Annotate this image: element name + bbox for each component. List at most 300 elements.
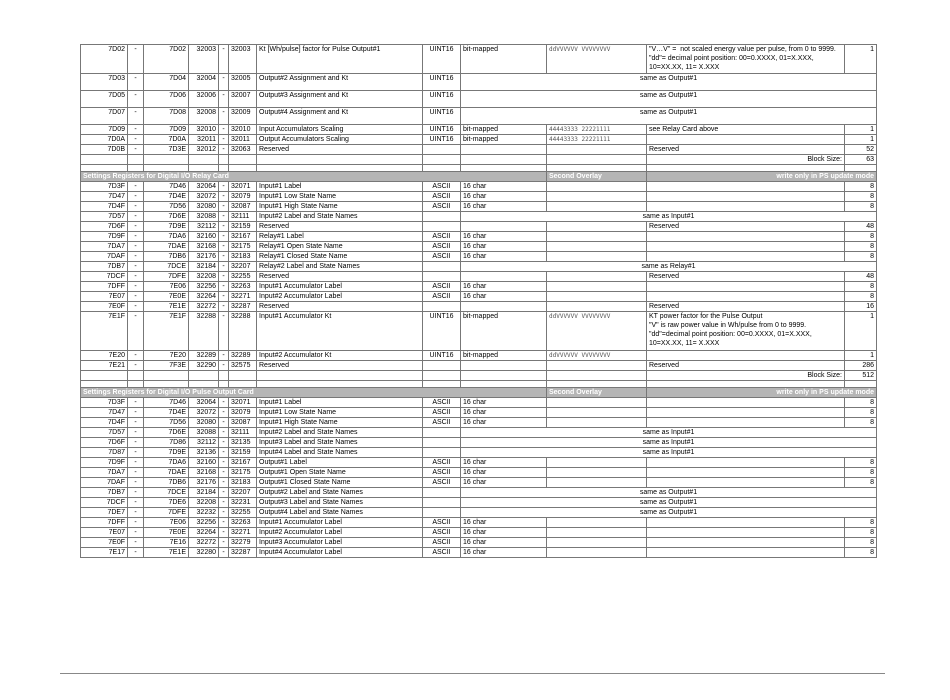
register-count: 8 xyxy=(845,232,877,242)
bit-pattern xyxy=(547,145,647,155)
end-hex-address: 7D46 xyxy=(144,182,189,192)
table-row xyxy=(81,262,877,272)
data-type xyxy=(423,488,461,498)
end-hex-address: 7DCE xyxy=(144,262,189,272)
end-dec-address: 32183 xyxy=(229,252,257,262)
range-dash: - xyxy=(128,91,144,108)
register-description: Input#1 High State Name xyxy=(257,202,423,212)
data-format xyxy=(461,302,547,312)
end-hex-address: 7DCE xyxy=(144,488,189,498)
register-count: 1 xyxy=(845,125,877,135)
bit-pattern xyxy=(547,282,647,292)
range-dash: - xyxy=(219,222,229,232)
data-format: 16 char xyxy=(461,292,547,302)
same-as-note: same as Input#1 xyxy=(461,438,877,448)
empty-cell xyxy=(189,381,219,388)
empty-cell xyxy=(547,165,647,172)
bit-pattern xyxy=(547,242,647,252)
empty-cell xyxy=(229,165,257,172)
range-dash: - xyxy=(219,498,229,508)
table-row xyxy=(81,351,877,361)
data-type: ASCII xyxy=(423,252,461,262)
start-dec-address: 32264 xyxy=(189,528,219,538)
same-as-note: same as Output#1 xyxy=(461,108,877,125)
data-format: 16 char xyxy=(461,468,547,478)
end-dec-address: 32183 xyxy=(229,478,257,488)
data-type: ASCII xyxy=(423,192,461,202)
end-dec-address: 32009 xyxy=(229,108,257,125)
range-dash: - xyxy=(128,292,144,302)
start-dec-address: 32004 xyxy=(189,74,219,91)
register-count: 8 xyxy=(845,398,877,408)
table-row xyxy=(81,418,877,428)
range-dash: - xyxy=(219,408,229,418)
data-type xyxy=(423,145,461,155)
table-row xyxy=(81,508,877,518)
register-notes: see Relay Card above xyxy=(647,125,845,135)
start-hex-address: 7D9F xyxy=(81,232,128,242)
data-format xyxy=(461,361,547,371)
table-row xyxy=(81,468,877,478)
data-type: ASCII xyxy=(423,398,461,408)
end-hex-address: 7E1E xyxy=(144,302,189,312)
start-dec-address: 32184 xyxy=(189,262,219,272)
register-description: Input#2 Accumulator Kt xyxy=(257,351,423,361)
register-count: 8 xyxy=(845,458,877,468)
start-hex-address: 7DAF xyxy=(81,252,128,262)
table-row xyxy=(81,125,877,135)
range-dash: - xyxy=(219,272,229,282)
register-notes: Reserved xyxy=(647,145,845,155)
data-type: ASCII xyxy=(423,232,461,242)
range-dash: - xyxy=(219,478,229,488)
start-dec-address: 32006 xyxy=(189,91,219,108)
data-type: UINT16 xyxy=(423,91,461,108)
range-dash: - xyxy=(128,408,144,418)
data-type xyxy=(423,508,461,518)
table-row xyxy=(81,458,877,468)
start-hex-address: 7D57 xyxy=(81,212,128,222)
register-notes xyxy=(647,418,845,428)
register-notes: KT power factor for the Pulse Output "V" is raw power value in Wh/pulse from 0 to 9999. "dd"=decimal point position: 00=0.XXXX, 01=X.XXX, 10=XX.XX, 11= X.XXX xyxy=(647,312,845,351)
empty-cell xyxy=(144,155,189,165)
same-as-note: same as Output#1 xyxy=(461,508,877,518)
same-as-note: same as Output#1 xyxy=(461,498,877,508)
range-dash: - xyxy=(128,488,144,498)
end-hex-address: 7D3E xyxy=(144,145,189,155)
start-dec-address: 32072 xyxy=(189,192,219,202)
start-hex-address: 7D0B xyxy=(81,145,128,155)
range-dash: - xyxy=(128,145,144,155)
data-format: bit-mapped xyxy=(461,312,547,351)
end-dec-address: 32175 xyxy=(229,468,257,478)
range-dash: - xyxy=(128,548,144,558)
data-type: ASCII xyxy=(423,548,461,558)
register-notes xyxy=(647,182,845,192)
end-dec-address: 32289 xyxy=(229,351,257,361)
start-dec-address: 32112 xyxy=(189,438,219,448)
start-dec-address: 32184 xyxy=(189,488,219,498)
register-map-document xyxy=(80,44,876,558)
end-dec-address: 32087 xyxy=(229,202,257,212)
range-dash: - xyxy=(219,212,229,222)
table-row xyxy=(81,108,877,125)
bit-pattern: ddVVVVVV VVVVVVVV xyxy=(547,45,647,74)
register-notes xyxy=(647,518,845,528)
end-hex-address: 7D08 xyxy=(144,108,189,125)
end-hex-address: 7D6E xyxy=(144,428,189,438)
data-format: bit-mapped xyxy=(461,351,547,361)
end-dec-address: 32255 xyxy=(229,508,257,518)
table-row xyxy=(81,232,877,242)
register-count: 8 xyxy=(845,282,877,292)
start-hex-address: 7D47 xyxy=(81,192,128,202)
start-hex-address: 7D02 xyxy=(81,45,128,74)
end-hex-address: 7D04 xyxy=(144,74,189,91)
empty-cell xyxy=(219,155,229,165)
table-row xyxy=(81,45,877,74)
register-notes xyxy=(647,252,845,262)
range-dash: - xyxy=(219,508,229,518)
register-count: 8 xyxy=(845,418,877,428)
start-dec-address: 32176 xyxy=(189,252,219,262)
register-table xyxy=(80,44,877,558)
register-notes xyxy=(647,528,845,538)
range-dash: - xyxy=(219,252,229,262)
end-dec-address: 32005 xyxy=(229,74,257,91)
start-dec-address: 32012 xyxy=(189,145,219,155)
range-dash: - xyxy=(219,488,229,498)
same-as-note: same as Input#1 xyxy=(461,212,877,222)
table-row xyxy=(81,292,877,302)
data-format: 16 char xyxy=(461,528,547,538)
register-description: Output#4 Label and State Names xyxy=(257,508,423,518)
table-row xyxy=(81,222,877,232)
start-dec-address: 32289 xyxy=(189,351,219,361)
start-dec-address: 32256 xyxy=(189,518,219,528)
bit-pattern xyxy=(547,478,647,488)
end-hex-address: 7D09 xyxy=(144,125,189,135)
empty-cell xyxy=(81,155,128,165)
end-hex-address: 7DFE xyxy=(144,508,189,518)
end-dec-address: 32175 xyxy=(229,242,257,252)
start-dec-address: 32010 xyxy=(189,125,219,135)
table-row xyxy=(81,145,877,155)
end-hex-address: 7F3E xyxy=(144,361,189,371)
data-type: ASCII xyxy=(423,468,461,478)
start-hex-address: 7DA7 xyxy=(81,468,128,478)
range-dash: - xyxy=(128,351,144,361)
data-type: UINT16 xyxy=(423,74,461,91)
register-notes: "V…V" = not scaled energy value per pulse, from 0 to 9999. "dd"= decimal point position: 00=0.XXXX, 01=X.XXX, 10=XX.XX, 11= X.XXX xyxy=(647,45,845,74)
block-size-value: 63 xyxy=(845,155,877,165)
register-description: Output#2 Assignment and Kt xyxy=(257,74,423,91)
register-description: Reserved xyxy=(257,222,423,232)
range-dash: - xyxy=(128,232,144,242)
range-dash: - xyxy=(219,548,229,558)
empty-cell xyxy=(461,381,547,388)
end-hex-address: 7D02 xyxy=(144,45,189,74)
bit-pattern: 44443333 22221111 xyxy=(547,135,647,145)
register-description: Input#1 Low State Name xyxy=(257,192,423,202)
empty-cell xyxy=(257,381,423,388)
end-dec-address: 32111 xyxy=(229,428,257,438)
bit-pattern xyxy=(547,408,647,418)
end-hex-address: 7DAE xyxy=(144,468,189,478)
range-dash: - xyxy=(219,312,229,351)
start-dec-address: 32264 xyxy=(189,292,219,302)
bit-pattern xyxy=(547,548,647,558)
register-notes xyxy=(647,468,845,478)
register-description: Input#2 Accumulator Label xyxy=(257,292,423,302)
register-description: Input#4 Label and State Names xyxy=(257,448,423,458)
end-dec-address: 32287 xyxy=(229,302,257,312)
start-hex-address: 7DB7 xyxy=(81,488,128,498)
register-count: 8 xyxy=(845,528,877,538)
register-count: 16 xyxy=(845,302,877,312)
data-type: ASCII xyxy=(423,418,461,428)
empty-cell xyxy=(461,165,547,172)
empty-cell xyxy=(189,165,219,172)
range-dash: - xyxy=(128,222,144,232)
table-row xyxy=(81,272,877,282)
empty-cell xyxy=(257,371,423,381)
range-dash: - xyxy=(219,135,229,145)
register-description: Output Accumulators Scaling xyxy=(257,135,423,145)
register-count: 8 xyxy=(845,192,877,202)
start-dec-address: 32272 xyxy=(189,302,219,312)
end-dec-address: 32255 xyxy=(229,272,257,282)
empty-cell xyxy=(423,155,461,165)
start-hex-address: 7D4F xyxy=(81,418,128,428)
empty-cell xyxy=(423,165,461,172)
register-description: Input#2 Accumulator Label xyxy=(257,528,423,538)
end-dec-address: 32079 xyxy=(229,408,257,418)
empty-cell xyxy=(81,165,128,172)
start-dec-address: 32072 xyxy=(189,408,219,418)
range-dash: - xyxy=(128,361,144,371)
same-as-note: same as Output#1 xyxy=(461,74,877,91)
start-hex-address: 7D3F xyxy=(81,182,128,192)
bit-pattern xyxy=(547,528,647,538)
range-dash: - xyxy=(219,125,229,135)
range-dash: - xyxy=(128,252,144,262)
range-dash: - xyxy=(128,182,144,192)
end-dec-address: 32288 xyxy=(229,312,257,351)
empty-cell xyxy=(461,371,547,381)
end-hex-address: 7D86 xyxy=(144,438,189,448)
start-hex-address: 7D0A xyxy=(81,135,128,145)
start-dec-address: 32160 xyxy=(189,232,219,242)
register-notes xyxy=(647,292,845,302)
range-dash: - xyxy=(128,508,144,518)
register-count: 8 xyxy=(845,292,877,302)
range-dash: - xyxy=(219,458,229,468)
data-format: 16 char xyxy=(461,398,547,408)
start-hex-address: 7DCF xyxy=(81,498,128,508)
start-hex-address: 7D3F xyxy=(81,398,128,408)
block-size-row xyxy=(81,371,877,381)
register-notes xyxy=(647,192,845,202)
block-size-label: Block Size: xyxy=(647,155,845,165)
start-dec-address: 32168 xyxy=(189,468,219,478)
end-hex-address: 7D0A xyxy=(144,135,189,145)
register-count: 8 xyxy=(845,252,877,262)
block-size-row xyxy=(81,155,877,165)
start-hex-address: 7D6F xyxy=(81,222,128,232)
start-hex-address: 7E0F xyxy=(81,302,128,312)
range-dash: - xyxy=(128,262,144,272)
start-dec-address: 32064 xyxy=(189,398,219,408)
block-size-label: Block Size: xyxy=(647,371,845,381)
data-format: 16 char xyxy=(461,518,547,528)
end-hex-address: 7DE6 xyxy=(144,498,189,508)
start-dec-address: 32280 xyxy=(189,548,219,558)
end-dec-address: 32135 xyxy=(229,438,257,448)
data-format: 16 char xyxy=(461,182,547,192)
start-dec-address: 32208 xyxy=(189,272,219,282)
empty-cell xyxy=(219,165,229,172)
table-row xyxy=(81,548,877,558)
range-dash: - xyxy=(128,74,144,91)
empty-cell xyxy=(144,371,189,381)
data-type xyxy=(423,438,461,448)
end-hex-address: 7D9E xyxy=(144,448,189,458)
register-description: Kt [Wh/pulse] factor for Pulse Output#1 xyxy=(257,45,423,74)
register-description: Input#1 Low State Name xyxy=(257,408,423,418)
bit-pattern xyxy=(547,398,647,408)
register-count: 8 xyxy=(845,242,877,252)
bit-pattern xyxy=(547,182,647,192)
start-hex-address: 7D9F xyxy=(81,458,128,468)
end-hex-address: 7D6E xyxy=(144,212,189,222)
start-hex-address: 7D6F xyxy=(81,438,128,448)
empty-cell xyxy=(128,371,144,381)
bit-pattern xyxy=(547,518,647,528)
range-dash: - xyxy=(219,438,229,448)
start-dec-address: 32088 xyxy=(189,428,219,438)
start-hex-address: 7E07 xyxy=(81,292,128,302)
end-hex-address: 7D4E xyxy=(144,408,189,418)
end-dec-address: 32007 xyxy=(229,91,257,108)
range-dash: - xyxy=(128,108,144,125)
data-type: ASCII xyxy=(423,478,461,488)
register-description: Input#1 Label xyxy=(257,398,423,408)
empty-cell xyxy=(128,381,144,388)
end-dec-address: 32063 xyxy=(229,145,257,155)
range-dash: - xyxy=(128,468,144,478)
start-hex-address: 7E1F xyxy=(81,312,128,351)
bit-pattern xyxy=(547,468,647,478)
empty-cell xyxy=(229,371,257,381)
register-notes xyxy=(647,202,845,212)
end-dec-address: 32167 xyxy=(229,232,257,242)
start-dec-address: 32080 xyxy=(189,202,219,212)
empty-cell xyxy=(257,165,423,172)
register-description: Relay#1 Closed State Name xyxy=(257,252,423,262)
data-format: bit-mapped xyxy=(461,135,547,145)
data-format: 16 char xyxy=(461,548,547,558)
range-dash: - xyxy=(128,498,144,508)
start-hex-address: 7D07 xyxy=(81,108,128,125)
end-dec-address: 32087 xyxy=(229,418,257,428)
range-dash: - xyxy=(219,418,229,428)
register-description: Output#2 Label and State Names xyxy=(257,488,423,498)
register-notes: Reserved xyxy=(647,302,845,312)
data-type xyxy=(423,262,461,272)
start-dec-address: 32080 xyxy=(189,418,219,428)
range-dash: - xyxy=(219,468,229,478)
end-hex-address: 7D46 xyxy=(144,398,189,408)
register-description: Input#1 Accumulator Label xyxy=(257,282,423,292)
same-as-note: same as Output#1 xyxy=(461,488,877,498)
data-type: ASCII xyxy=(423,458,461,468)
end-hex-address: 7DAE xyxy=(144,242,189,252)
start-dec-address: 32160 xyxy=(189,458,219,468)
end-dec-address: 32207 xyxy=(229,488,257,498)
start-dec-address: 32208 xyxy=(189,498,219,508)
register-count: 1 xyxy=(845,312,877,351)
table-row xyxy=(81,312,877,351)
range-dash: - xyxy=(219,202,229,212)
range-dash: - xyxy=(128,242,144,252)
register-description: Input#3 Accumulator Label xyxy=(257,538,423,548)
register-count: 8 xyxy=(845,468,877,478)
data-type: ASCII xyxy=(423,408,461,418)
start-dec-address: 32008 xyxy=(189,108,219,125)
bit-pattern xyxy=(547,458,647,468)
end-hex-address: 7E1F xyxy=(144,312,189,351)
end-dec-address: 32279 xyxy=(229,538,257,548)
register-description: Input Accumulators Scaling xyxy=(257,125,423,135)
register-description: Reserved xyxy=(257,272,423,282)
bit-pattern xyxy=(547,302,647,312)
bit-pattern xyxy=(547,192,647,202)
data-type xyxy=(423,272,461,282)
data-type: ASCII xyxy=(423,282,461,292)
range-dash: - xyxy=(128,302,144,312)
overlay-label: Second Overlay xyxy=(547,388,647,398)
register-description: Relay#1 Open State Name xyxy=(257,242,423,252)
empty-cell xyxy=(461,155,547,165)
register-description: Reserved xyxy=(257,361,423,371)
empty-cell xyxy=(229,381,257,388)
end-dec-address: 32159 xyxy=(229,448,257,458)
bit-pattern: ddVVVVVV VVVVVVVV xyxy=(547,351,647,361)
register-notes xyxy=(647,458,845,468)
register-notes xyxy=(647,538,845,548)
data-format: 16 char xyxy=(461,232,547,242)
block-size-value: 512 xyxy=(845,371,877,381)
range-dash: - xyxy=(219,242,229,252)
access-mode: write only in PS update mode xyxy=(647,388,877,398)
empty-cell xyxy=(845,381,877,388)
data-type xyxy=(423,448,461,458)
range-dash: - xyxy=(219,45,229,74)
range-dash: - xyxy=(219,398,229,408)
data-type xyxy=(423,302,461,312)
empty-cell xyxy=(219,381,229,388)
end-hex-address: 7D9E xyxy=(144,222,189,232)
data-type xyxy=(423,498,461,508)
range-dash: - xyxy=(128,272,144,282)
end-hex-address: 7D06 xyxy=(144,91,189,108)
end-hex-address: 7D56 xyxy=(144,418,189,428)
end-hex-address: 7E06 xyxy=(144,518,189,528)
end-dec-address: 32111 xyxy=(229,212,257,222)
register-count: 48 xyxy=(845,222,877,232)
bit-pattern xyxy=(547,292,647,302)
